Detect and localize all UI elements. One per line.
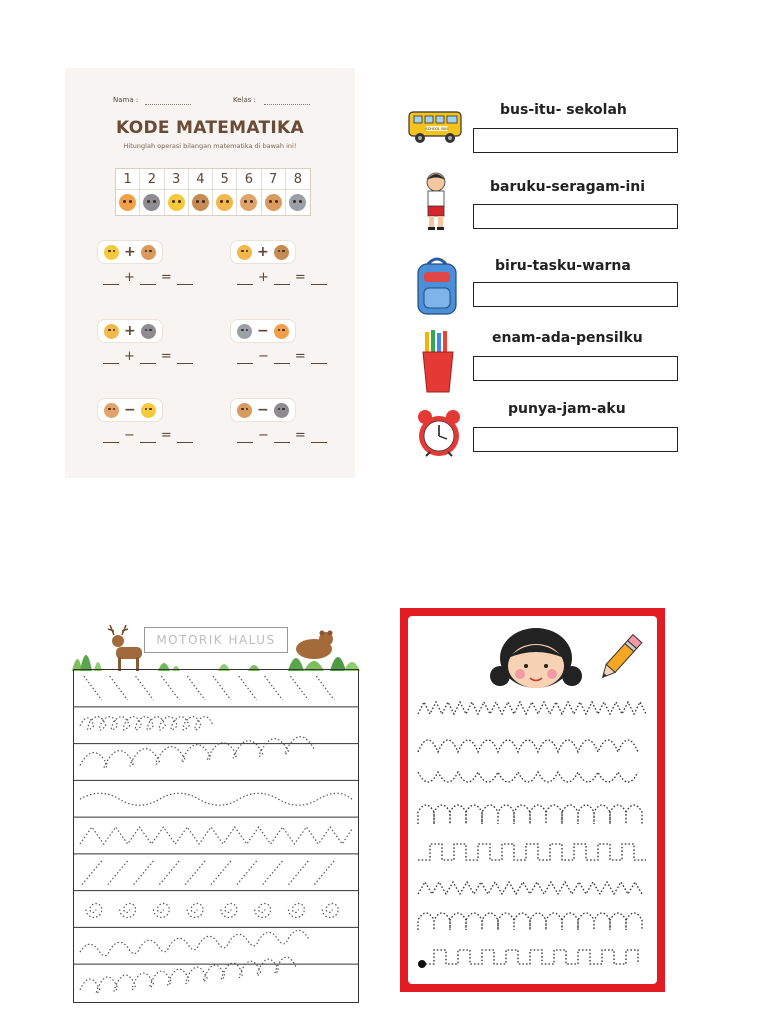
equals-sign: = bbox=[160, 349, 172, 364]
trace-loops bbox=[80, 717, 213, 730]
raccoon-icon bbox=[141, 324, 156, 339]
code-table bbox=[115, 168, 311, 216]
trace-scallops bbox=[418, 772, 638, 782]
operator: − bbox=[124, 402, 136, 418]
start-dot bbox=[418, 960, 426, 968]
name-line bbox=[145, 104, 191, 105]
code-number: 4 bbox=[189, 169, 213, 190]
trace-waves-loops bbox=[80, 930, 308, 955]
operator: − bbox=[257, 402, 269, 418]
scrambled-words: biru-tasku-warna bbox=[495, 258, 631, 274]
answer-row bbox=[103, 349, 193, 364]
giraffe-icon bbox=[104, 324, 119, 339]
code-number: 1 bbox=[116, 169, 140, 190]
pencil-cup-icon bbox=[420, 330, 456, 394]
answer-blank[interactable] bbox=[103, 272, 119, 285]
class-line bbox=[264, 104, 310, 105]
worksheet-title: MOTORIK HALUS bbox=[144, 627, 288, 653]
deer-icon bbox=[192, 194, 209, 211]
operator: − bbox=[258, 428, 269, 443]
trace-rounded-arches bbox=[418, 805, 642, 824]
deer-icon bbox=[274, 245, 289, 260]
equals-sign: = bbox=[160, 428, 172, 443]
math-problem bbox=[230, 398, 296, 422]
worksheet-title: KODE MATEMATIKA bbox=[116, 118, 304, 138]
name-label: Nama : bbox=[113, 96, 139, 104]
school-bus-icon bbox=[406, 108, 466, 148]
answer-blank[interactable] bbox=[140, 272, 156, 285]
word-order-worksheet bbox=[402, 68, 687, 478]
trace-gentle-wave bbox=[80, 793, 352, 805]
operator: − bbox=[257, 323, 269, 339]
operator: + bbox=[257, 244, 269, 260]
trace-square-wave bbox=[418, 844, 646, 860]
chick-icon bbox=[141, 403, 156, 418]
bear-icon bbox=[141, 245, 156, 260]
answer-row bbox=[103, 428, 193, 443]
answer-blank[interactable] bbox=[274, 351, 290, 364]
answer-box[interactable] bbox=[473, 128, 678, 153]
bear-icon bbox=[237, 403, 252, 418]
answer-row bbox=[237, 349, 327, 364]
math-problem bbox=[97, 319, 163, 343]
bear-icon bbox=[265, 194, 282, 211]
answer-blank[interactable] bbox=[140, 351, 156, 364]
backpack-icon bbox=[414, 256, 460, 318]
answer-blank[interactable] bbox=[177, 272, 193, 285]
trace-arc-loops bbox=[80, 957, 296, 993]
answer-blank[interactable] bbox=[237, 272, 253, 285]
tracing-rows bbox=[73, 669, 359, 1003]
code-number: 2 bbox=[140, 169, 164, 190]
chick-icon bbox=[168, 194, 185, 211]
answer-box[interactable] bbox=[473, 427, 678, 452]
answer-blank[interactable] bbox=[237, 351, 253, 364]
math-problem bbox=[230, 240, 296, 264]
fox-icon bbox=[274, 324, 289, 339]
equals-sign: = bbox=[294, 428, 306, 443]
answer-blank[interactable] bbox=[103, 430, 119, 443]
answer-row bbox=[237, 428, 327, 443]
operator: + bbox=[124, 323, 136, 339]
code-number: 3 bbox=[165, 169, 189, 190]
tracing-worksheet-red-frame bbox=[400, 608, 665, 992]
answer-row bbox=[103, 270, 193, 285]
trace-square-wave-2 bbox=[422, 950, 638, 964]
operator: + bbox=[124, 270, 135, 285]
code-number: 8 bbox=[286, 169, 310, 190]
answer-blank[interactable] bbox=[237, 430, 253, 443]
trace-sharp-zigzag bbox=[418, 702, 646, 714]
answer-row bbox=[237, 270, 327, 285]
pencil-icon bbox=[594, 630, 646, 686]
math-problem bbox=[230, 319, 296, 343]
trace-arches bbox=[418, 740, 638, 752]
answer-box[interactable] bbox=[473, 204, 678, 229]
scrambled-words: bus-itu- sekolah bbox=[500, 102, 627, 118]
equals-sign: = bbox=[294, 349, 306, 364]
bus-sign: SCHOOL BUS bbox=[425, 127, 449, 131]
motorik-halus-worksheet bbox=[68, 617, 363, 1007]
math-problem bbox=[97, 398, 163, 422]
operator: + bbox=[124, 244, 136, 260]
giraffe-icon bbox=[216, 194, 233, 211]
hamster-icon bbox=[104, 403, 119, 418]
code-number: 7 bbox=[262, 169, 286, 190]
fox-icon bbox=[119, 194, 136, 211]
student-icon bbox=[416, 168, 456, 232]
deer-icon bbox=[108, 625, 142, 671]
answer-blank[interactable] bbox=[274, 272, 290, 285]
answer-blank[interactable] bbox=[177, 430, 193, 443]
trace-diagonal-dashes bbox=[84, 676, 334, 700]
bear-icon bbox=[296, 631, 333, 660]
scrambled-words: baruku-seragam-ini bbox=[490, 179, 646, 195]
trace-zigzag bbox=[418, 882, 642, 894]
raccoon-icon bbox=[143, 194, 160, 211]
answer-blank[interactable] bbox=[103, 351, 119, 364]
wolf-icon bbox=[289, 194, 306, 211]
chick-icon bbox=[104, 245, 119, 260]
answer-blank[interactable] bbox=[140, 430, 156, 443]
raccoon-icon bbox=[274, 403, 289, 418]
trace-slanted-lines bbox=[82, 861, 334, 885]
giraffe-icon bbox=[237, 245, 252, 260]
operator: + bbox=[258, 270, 269, 285]
alarm-clock-icon bbox=[416, 408, 462, 460]
trace-curled-arcs bbox=[80, 737, 314, 768]
trace-spirals bbox=[86, 904, 338, 918]
operator: − bbox=[124, 428, 135, 443]
answer-box[interactable] bbox=[473, 282, 678, 307]
equals-sign: = bbox=[294, 270, 306, 285]
class-label: Kelas : bbox=[233, 96, 257, 104]
answer-box[interactable] bbox=[473, 356, 678, 381]
equals-sign: = bbox=[160, 270, 172, 285]
answer-blank[interactable] bbox=[177, 351, 193, 364]
answer-blank[interactable] bbox=[311, 430, 327, 443]
operator: − bbox=[258, 349, 269, 364]
worksheet-instruction: Hitunglah operasi bilangan matematika di bawah ini! bbox=[123, 142, 297, 150]
scrambled-words: enam-ada-pensilku bbox=[492, 330, 643, 346]
math-problem bbox=[97, 240, 163, 264]
wolf-icon bbox=[237, 324, 252, 339]
answer-blank[interactable] bbox=[311, 351, 327, 364]
code-number: 5 bbox=[213, 169, 237, 190]
hamster-icon bbox=[240, 194, 257, 211]
answer-blank[interactable] bbox=[274, 430, 290, 443]
tracing-rows bbox=[408, 694, 657, 984]
trace-zigzag bbox=[80, 827, 352, 844]
trace-rounded-arches-2 bbox=[418, 913, 642, 930]
math-worksheet bbox=[65, 68, 355, 478]
operator: + bbox=[124, 349, 135, 364]
answer-blank[interactable] bbox=[311, 272, 327, 285]
girl-face-icon bbox=[486, 620, 586, 690]
scrambled-words: punya-jam-aku bbox=[508, 401, 626, 417]
code-number: 6 bbox=[237, 169, 261, 190]
